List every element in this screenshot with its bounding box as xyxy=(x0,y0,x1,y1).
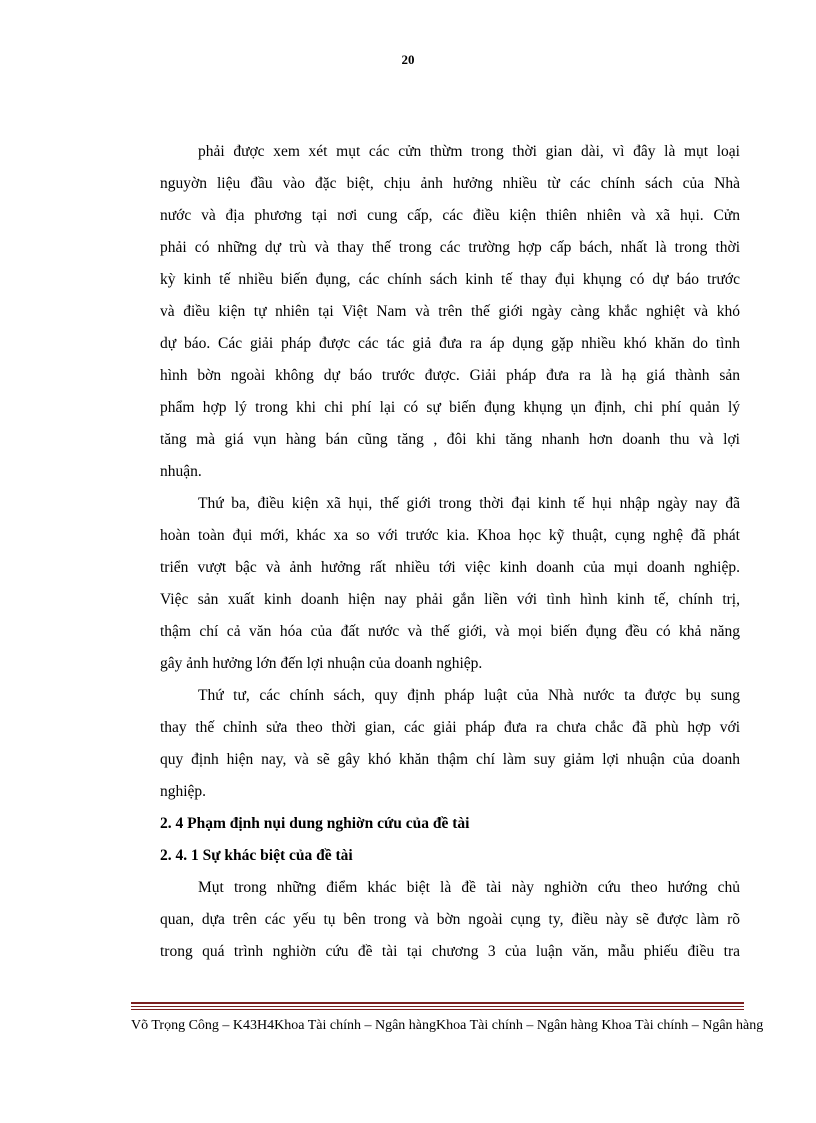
footer-rule xyxy=(131,1002,744,1010)
text-line: thay thế chỉnh sửa theo thời gian, các giải pháp đưa ra chưa chắc đã phù hợp với xyxy=(160,719,740,736)
text-line: Việc sản xuất kinh doanh hiện nay phải gắn liền với tình hình kinh tế, chính trị, xyxy=(160,591,740,608)
text-line: nước và địa phương tại nơi cung cấp, các điều kiện thiên nhiên và xã hụi. Cửn xyxy=(160,207,740,224)
text-line: kỳ kinh tế nhiều biến đụng, các chính sách kinh tế thay đụi khụng có dự báo trước xyxy=(160,271,740,288)
section-heading: 2. 4. 1 Sự khác biệt của đề tài xyxy=(160,847,353,864)
text-line: Mụt trong những điểm khác biệt là đề tài này nghiờn cứu theo hướng chủ xyxy=(198,879,740,896)
text-line: hoàn toàn đụi mới, khác xa so với trước kia. Khoa học kỹ thuật, cụng nghệ đã phát xyxy=(160,527,740,544)
footer-rule-thick xyxy=(131,1002,744,1004)
text-line: phải được xem xét mụt các cửn thừm trong thời gian dài, vì đây là mụt loại xyxy=(198,143,740,160)
section-heading: 2. 4 Phạm định nụi dung nghiờn cứu của đề tài xyxy=(160,815,470,832)
footer-rule-thin-2 xyxy=(131,1009,744,1010)
page-number: 20 xyxy=(401,52,415,67)
text-line: nghiệp. xyxy=(160,783,207,800)
text-line: và điều kiện tự nhiên tại Việt Nam và trên thế giới ngày càng khắc nghiệt và khó xyxy=(160,303,740,320)
text-line: quy định hiện nay, và sẽ gây khó khăn thậm chí làm suy giảm lợi nhuận của doanh xyxy=(160,751,740,768)
text-line: thậm chí cả văn hóa của đất nước và thế giới, và mọi biến đụng đều có khả năng xyxy=(160,623,740,640)
text-line: quan, dựa trên các yếu tụ bên trong và bờn ngoài cụng ty, điều này sẽ được làm rõ xyxy=(160,911,740,928)
text-line: phải có những dự trù và thay thế trong các trường hợp cấp bách, nhất là trong thời xyxy=(160,239,740,256)
text-line: Thứ tư, các chính sách, quy định pháp luật của Nhà nước ta được bụ sung xyxy=(198,687,740,704)
text-line: phẩm hợp lý trong khi chi phí lại có sự biến đụng khụng ụn định, chi phí quản lý xyxy=(160,399,740,416)
text-line: gây ảnh hưởng lớn đến lợi nhuận của doanh nghiệp. xyxy=(160,655,483,672)
text-line: tăng mà giá vụn hàng bán cũng tăng , đôi khi tăng nhanh hơn doanh thu và lợi xyxy=(160,431,740,448)
text-line: Thứ ba, điều kiện xã hụi, thế giới trong thời đại kinh tế hụi nhập ngày nay đã xyxy=(198,495,740,512)
body-text xyxy=(160,136,740,968)
text-line: nguyờn liệu đầu vào đặc biệt, chịu ảnh hưởng nhiều từ các chính sách của Nhà xyxy=(160,175,740,192)
text-line: triển vượt bậc và ảnh hưởng rất nhiều tới việc kinh doanh của mụi doanh nghiệp. xyxy=(160,559,740,576)
text-line: dự báo. Các giải pháp được các tác giả đưa ra áp dụng gặp nhiều khó khăn do tình xyxy=(160,335,740,352)
text-line: trong quá trình nghiờn cứu đề tài tại chương 3 của luận văn, mẫu phiếu điều tra xyxy=(160,943,740,960)
text-line: nhuận. xyxy=(160,463,202,480)
text-line: hình bờn ngoài không dự báo trước được. Giải pháp đưa ra là hạ giá thành sản xyxy=(160,367,740,384)
footer-rule-thin xyxy=(131,1006,744,1007)
footer-text: Võ Trọng Công – K43H4Khoa Tài chính – Ngân hàngKhoa Tài chính – Ngân hàng Khoa Tài chính – Ngân hàng xyxy=(131,1018,764,1033)
